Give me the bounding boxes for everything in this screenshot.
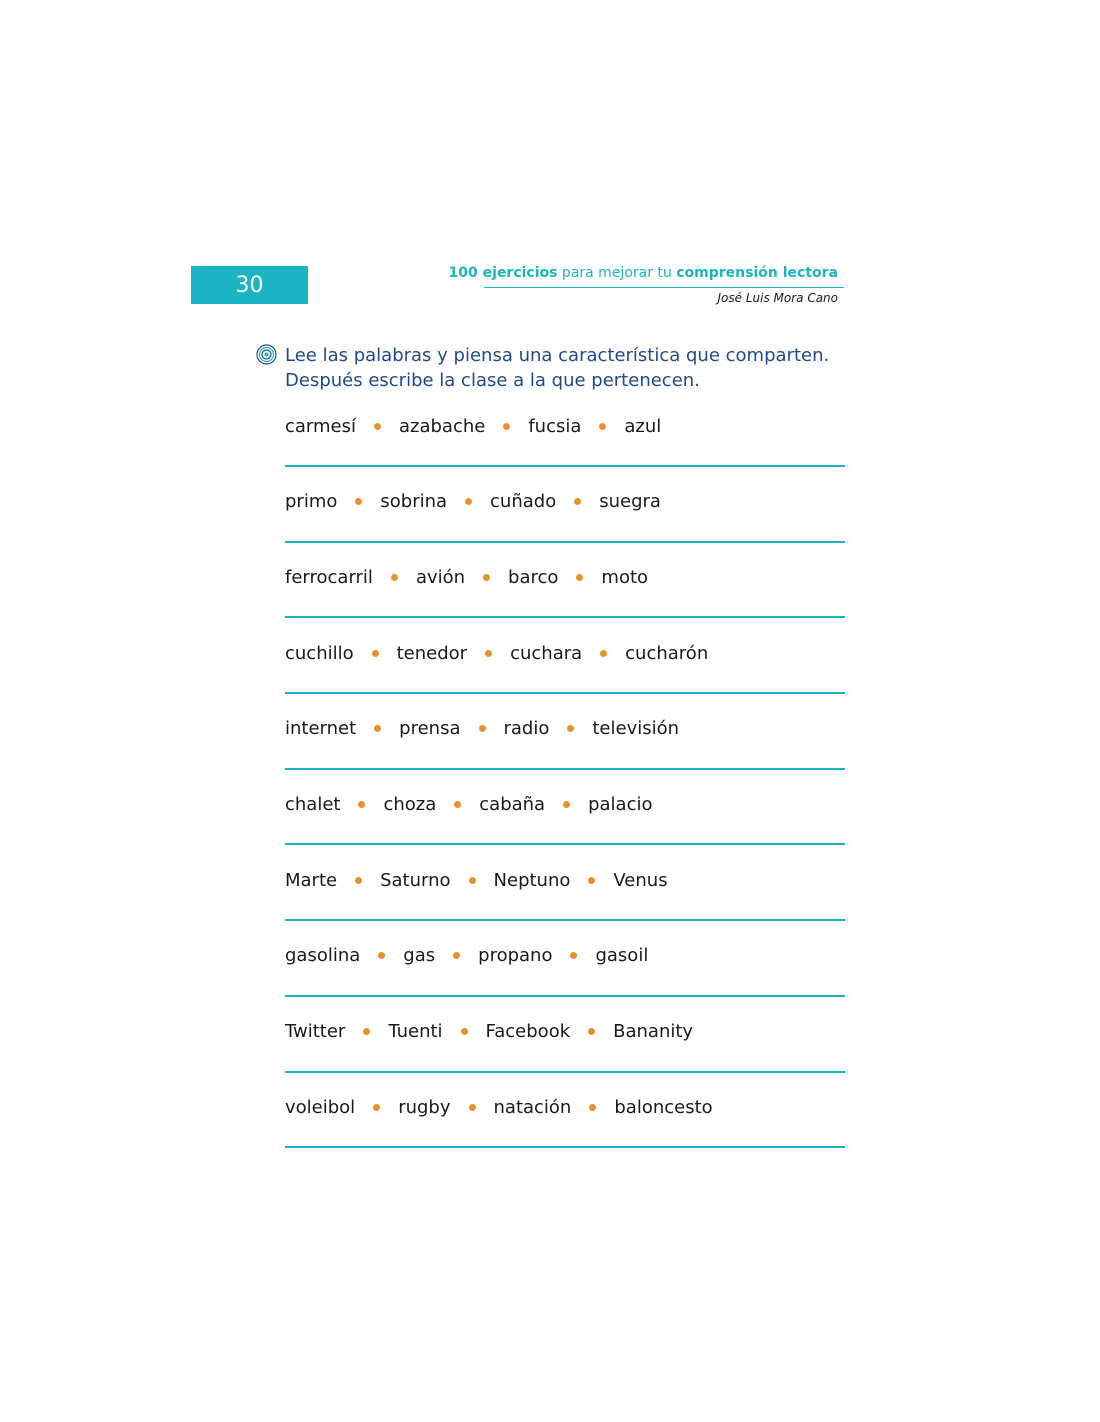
bullet-icon	[589, 1104, 596, 1111]
bullet-icon	[355, 877, 362, 884]
book-title-part1: 100 ejercicios	[448, 265, 558, 281]
word: cucharón	[625, 642, 709, 664]
word: cabaña	[479, 793, 546, 815]
word: barco	[508, 566, 559, 588]
bullet-icon	[355, 498, 362, 505]
word: Venus	[613, 869, 668, 891]
exercise-row	[285, 866, 845, 942]
word-group	[285, 866, 668, 894]
bullet-icon	[503, 423, 510, 430]
bullet-icon	[485, 650, 492, 657]
word-group	[285, 488, 661, 516]
word: moto	[601, 566, 649, 588]
word: choza	[383, 793, 437, 815]
header-rule	[484, 287, 844, 288]
word: primo	[285, 491, 338, 513]
word: Twitter	[285, 1021, 346, 1042]
word: avión	[415, 566, 466, 588]
answer-line[interactable]	[285, 692, 845, 694]
word: suegra	[599, 491, 661, 513]
book-title-part2: para mejorar tu	[557, 265, 677, 281]
bullet-icon	[576, 574, 583, 581]
word: Bananity	[613, 1021, 694, 1042]
word: ferrocarril	[285, 566, 373, 588]
word: internet	[285, 718, 357, 740]
word: televisión	[592, 718, 680, 740]
bullet-icon	[469, 877, 476, 884]
word-group	[285, 412, 661, 440]
exercise-row	[285, 1018, 845, 1094]
word-group	[285, 639, 708, 667]
word: cuñado	[490, 491, 557, 513]
answer-line[interactable]	[285, 843, 845, 845]
word: azabache	[399, 415, 486, 437]
bullet-icon	[391, 574, 398, 581]
word: tenedor	[396, 642, 468, 664]
word: carmesí	[285, 415, 356, 437]
bullet-icon	[574, 498, 581, 505]
word: fucsia	[528, 415, 582, 437]
word: azul	[624, 415, 662, 437]
bullet-icon	[567, 725, 574, 732]
word: radio	[503, 718, 550, 740]
exercise-row	[285, 488, 845, 564]
bullet-icon	[363, 1028, 370, 1035]
word-group	[285, 715, 679, 743]
exercise-row	[285, 563, 845, 639]
word: propano	[478, 945, 553, 967]
answer-line[interactable]	[285, 1146, 845, 1148]
instruction-text: Lee las palabras y piensa una característica que comparten. Después escribe la clase a la que pertenecen.	[285, 345, 830, 391]
exercise-row	[285, 942, 845, 1018]
exercise-row	[285, 715, 845, 791]
answer-line[interactable]	[285, 919, 845, 921]
word: Neptuno	[493, 869, 571, 891]
bullet-icon	[373, 1104, 380, 1111]
bullet-icon	[483, 574, 490, 581]
bullet-icon	[378, 952, 385, 959]
bullet-icon	[469, 1104, 476, 1111]
answer-line[interactable]	[285, 995, 845, 997]
bullet-icon	[465, 498, 472, 505]
bullet-icon	[479, 725, 486, 732]
word: palacio	[588, 793, 653, 815]
word: gasolina	[285, 945, 361, 967]
answer-line[interactable]	[285, 465, 845, 467]
bullet-icon	[570, 952, 577, 959]
exercise-row	[285, 639, 845, 715]
word: voleibol	[285, 1096, 356, 1118]
exercise-list	[285, 412, 845, 1169]
word-group	[285, 563, 648, 591]
book-title	[449, 265, 838, 281]
book-title-part3: comprensión lectora	[676, 265, 838, 281]
spiral-target-icon	[256, 344, 277, 365]
word: Marte	[285, 869, 338, 891]
answer-line[interactable]	[285, 768, 845, 770]
bullet-icon	[461, 1028, 468, 1035]
bullet-icon	[374, 423, 381, 430]
word: Tuenti	[388, 1021, 443, 1042]
bullet-icon	[600, 650, 607, 657]
word: Saturno	[380, 869, 451, 891]
author: José Luis Mora Cano	[717, 291, 838, 305]
word: Facebook	[485, 1021, 571, 1042]
exercise-row	[285, 790, 845, 866]
exercise-row	[285, 412, 845, 488]
bullet-icon	[588, 877, 595, 884]
page-number-box	[191, 266, 308, 304]
bullet-icon	[599, 423, 606, 430]
bullet-icon	[454, 801, 461, 808]
word: gasoil	[595, 945, 649, 967]
page-number: 30	[235, 272, 264, 298]
word-group	[285, 1093, 713, 1121]
word-group	[285, 1018, 693, 1046]
bullet-icon	[588, 1028, 595, 1035]
bullet-icon	[374, 725, 381, 732]
word: prensa	[399, 718, 461, 740]
word: gas	[403, 945, 436, 967]
exercise-row	[285, 1093, 845, 1169]
word: cuchillo	[285, 642, 354, 664]
word: rugby	[398, 1096, 451, 1118]
bullet-icon	[358, 801, 365, 808]
word-group	[285, 790, 653, 818]
word-group	[285, 942, 648, 970]
bullet-icon	[372, 650, 379, 657]
word: baloncesto	[614, 1096, 713, 1118]
bullet-icon	[453, 952, 460, 959]
word: chalet	[285, 793, 341, 815]
bullet-icon	[563, 801, 570, 808]
word: sobrina	[380, 491, 448, 513]
word: cuchara	[510, 642, 583, 664]
answer-line[interactable]	[285, 616, 845, 618]
answer-line[interactable]	[285, 1071, 845, 1073]
word: natación	[493, 1096, 572, 1118]
answer-line[interactable]	[285, 541, 845, 543]
